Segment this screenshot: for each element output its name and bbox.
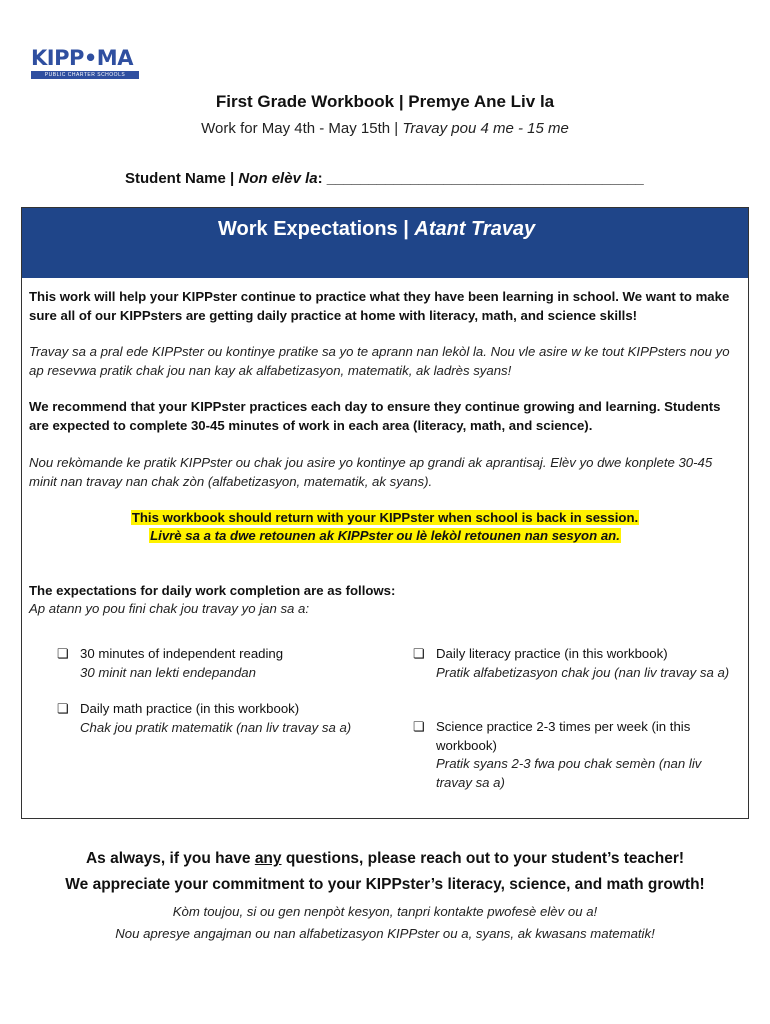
footer-line-3: Kòm toujou, si ou gen nenpòt kesyon, tanpri kontakte pwofesè elèv ou a!: [172, 904, 598, 919]
para2-ht: Nou rekòmande ke pratik KIPPster ou chak jou asire yo kontinye ap grandi ak aprantisaj. Elèv yo dwe konplete 30-45 minit nan travay nan chak zòn (alfabetizasyon, matematik, ak syans).: [29, 455, 713, 489]
student-name-field[interactable]: [125, 170, 644, 187]
heading-ht: Atant Travay: [414, 218, 536, 240]
footer-line1-pre: As always, if you have: [85, 850, 255, 867]
expectations-heading: [22, 208, 748, 278]
checkbox-icon: ❏: [413, 719, 425, 734]
checklist-item-science[interactable]: [413, 718, 733, 792]
expectations-box: [21, 207, 749, 819]
para2-en: We recommend that your KIPPster practices each day to ensure they continue growing and learning. Students are expected to complete 30-45 minutes of work in each area (literacy, math, and science).: [29, 399, 721, 433]
checklist-item-math[interactable]: [57, 700, 387, 737]
item-en: Daily literacy practice (in this workbook): [436, 646, 668, 661]
student-name-blank: : ______________________________________: [317, 170, 644, 187]
checkbox-icon: ❏: [413, 646, 425, 661]
logo-subtext: PUBLIC CHARTER SCHOOLS: [31, 71, 139, 79]
subtitle-ht: Travay pou 4 me - 15 me: [402, 120, 569, 137]
para1-ht: Travay sa a pral ede KIPPster ou kontinye pratike sa yo te aprann nan lekòl la. Nou vle asire w ke tout KIPPsters nou yo ap resevwa pratik chak jou nan kay ak alfabetizasyon, matematik, ak ladrès syans!: [29, 344, 730, 378]
para1-en: This work will help your KIPPster continue to practice what they have been learning in school. We want to make sure all of our KIPPsters are getting daily practice at home with literacy, math, and science skills!: [29, 289, 730, 323]
student-label-ht: Non elèv la: [238, 170, 318, 187]
checkbox-icon: ❏: [57, 646, 69, 661]
kipp-ma-logo: [31, 48, 141, 82]
daily-ht: Ap atann yo pou fini chak jou travay yo jan sa a:: [29, 601, 310, 616]
footer-line-2: We appreciate your commitment to your KIPPster’s literacy, science, and math growth!: [65, 876, 705, 893]
item-ht: Pratik syans 2-3 fwa pou chak semèn (nan liv travay sa a): [436, 756, 702, 790]
footer-line-4: Nou apresye angajman ou nan alfabetizasyon KIPPster ou a, syans, ak kwasans matematik!: [115, 926, 655, 941]
highlight-en: This workbook should return with your KIPPster when school is back in session.: [131, 510, 639, 525]
item-ht: 30 minit nan lekti endepandan: [80, 664, 256, 680]
footer-line1-any: any: [254, 850, 282, 867]
daily-en: The expectations for daily work completion are as follows:: [29, 583, 396, 598]
checklist-item-literacy[interactable]: [413, 645, 733, 682]
logo-text: KIPP•MA: [31, 46, 133, 70]
page-subtitle: [0, 120, 770, 137]
student-label-en: Student Name |: [125, 170, 239, 187]
item-ht: Chak jou pratik matematik (nan liv travay sa a): [80, 719, 352, 735]
item-ht: Pratik alfabetizasyon chak jou (nan liv travay sa a): [436, 664, 730, 680]
item-en: 30 minutes of independent reading: [80, 646, 284, 661]
highlight-ht: Livrè sa a ta dwe retounen ak KIPPster ou lè lekòl retounen nan sesyon an.: [150, 528, 620, 543]
item-en: Science practice 2-3 times per week (in this workbook): [436, 719, 691, 753]
heading-en: Work Expectations |: [218, 218, 415, 240]
highlight-en-line: [22, 509, 748, 528]
subtitle-en: Work for May 4th - May 15th |: [201, 120, 403, 137]
footer-line1-post: questions, please reach out to your student’s teacher!: [281, 850, 685, 867]
checkbox-icon: ❏: [57, 701, 69, 716]
highlight-ht-line: [22, 527, 748, 546]
item-en: Daily math practice (in this workbook): [80, 701, 300, 716]
footer-line-1: [0, 850, 770, 868]
checklist-item-reading[interactable]: [57, 645, 377, 682]
page-title: First Grade Workbook | Premye Ane Liv la: [215, 92, 555, 111]
